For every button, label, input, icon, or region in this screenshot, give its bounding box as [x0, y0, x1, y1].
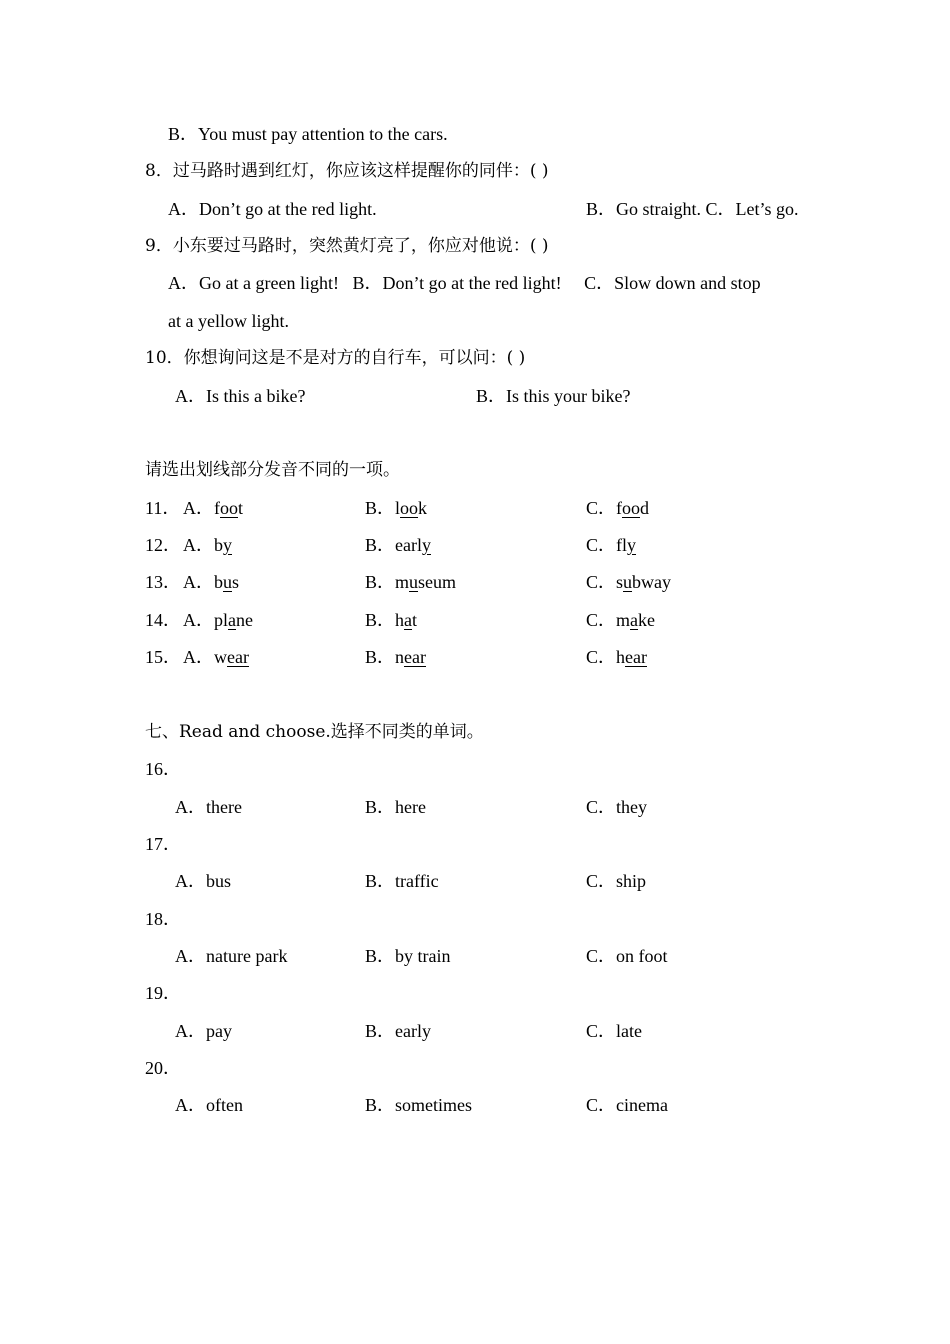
- q10-stem: 10．你想询问这是不是对方的自行车，可以问：( ): [145, 348, 526, 368]
- option-b: B．look: [365, 498, 428, 518]
- option-b: B．sometimes: [365, 1095, 472, 1115]
- option-a: A．wear: [183, 647, 249, 667]
- option-c: C．they: [586, 797, 647, 817]
- q10-option-a: A．Is this a bike?: [175, 386, 306, 406]
- option-a: A．bus: [183, 572, 240, 592]
- option-c: C．make: [586, 610, 656, 630]
- question-number: 20．: [145, 1058, 181, 1078]
- option-c: C．hear: [586, 647, 647, 667]
- option-a: A．there: [175, 797, 242, 817]
- question-number: 17．: [145, 834, 181, 854]
- q7-option-b: B．You must pay attention to the cars.: [168, 124, 448, 144]
- option-c: C．cinema: [586, 1095, 668, 1115]
- question-number: 13．: [145, 572, 181, 592]
- q8-option-bc: B．Go straight. C．Let’s go.: [586, 199, 799, 219]
- option-b: B．hat: [365, 610, 418, 630]
- question-number: 15．: [145, 647, 181, 667]
- question-number: 16．: [145, 759, 181, 779]
- q10-option-b: B．Is this your bike?: [476, 386, 631, 406]
- option-b: B．by train: [365, 946, 451, 966]
- option-c: C．ship: [586, 871, 647, 891]
- option-b: B．early: [365, 535, 431, 555]
- option-a: A．often: [175, 1095, 243, 1115]
- pronunciation-instruction: 请选出划线部分发音不同的一项。: [145, 460, 400, 480]
- q9-options-line2: at a yellow light.: [168, 311, 289, 331]
- q8-stem: 8．过马路时遇到红灯，你应该这样提醒你的同伴：( ): [145, 161, 549, 181]
- q9-options-line1: A．Go at a green light! B．Don’t go at the red light! C．Slow down and stop: [168, 273, 761, 293]
- question-number: 12．: [145, 535, 181, 555]
- option-b: B．traffic: [365, 871, 439, 891]
- option-a: A．bus: [175, 871, 232, 891]
- option-b: B．here: [365, 797, 426, 817]
- question-number: 19．: [145, 983, 181, 1003]
- option-c: C．late: [586, 1021, 642, 1041]
- option-c: C．food: [586, 498, 649, 518]
- section7-title: 七、Read and choose.选择不同类的单词。: [145, 722, 484, 742]
- question-number: 18．: [145, 909, 181, 929]
- option-b: B．early: [365, 1021, 431, 1041]
- option-c: C．fly: [586, 535, 637, 555]
- option-a: A．pay: [175, 1021, 232, 1041]
- option-c: C．subway: [586, 572, 672, 592]
- option-a: A．plane: [183, 610, 253, 630]
- q8-option-a: A．Don’t go at the red light.: [168, 199, 377, 219]
- option-a: A．foot: [183, 498, 244, 518]
- option-c: C．on foot: [586, 946, 668, 966]
- option-a: A．nature park: [175, 946, 288, 966]
- q9-stem: 9．小东要过马路时，突然黄灯亮了，你应对他说：( ): [145, 236, 549, 256]
- option-b: B．museum: [365, 572, 457, 592]
- option-b: B．near: [365, 647, 426, 667]
- question-number: 14．: [145, 610, 181, 630]
- option-a: A．by: [183, 535, 232, 555]
- question-number: 11．: [145, 498, 181, 518]
